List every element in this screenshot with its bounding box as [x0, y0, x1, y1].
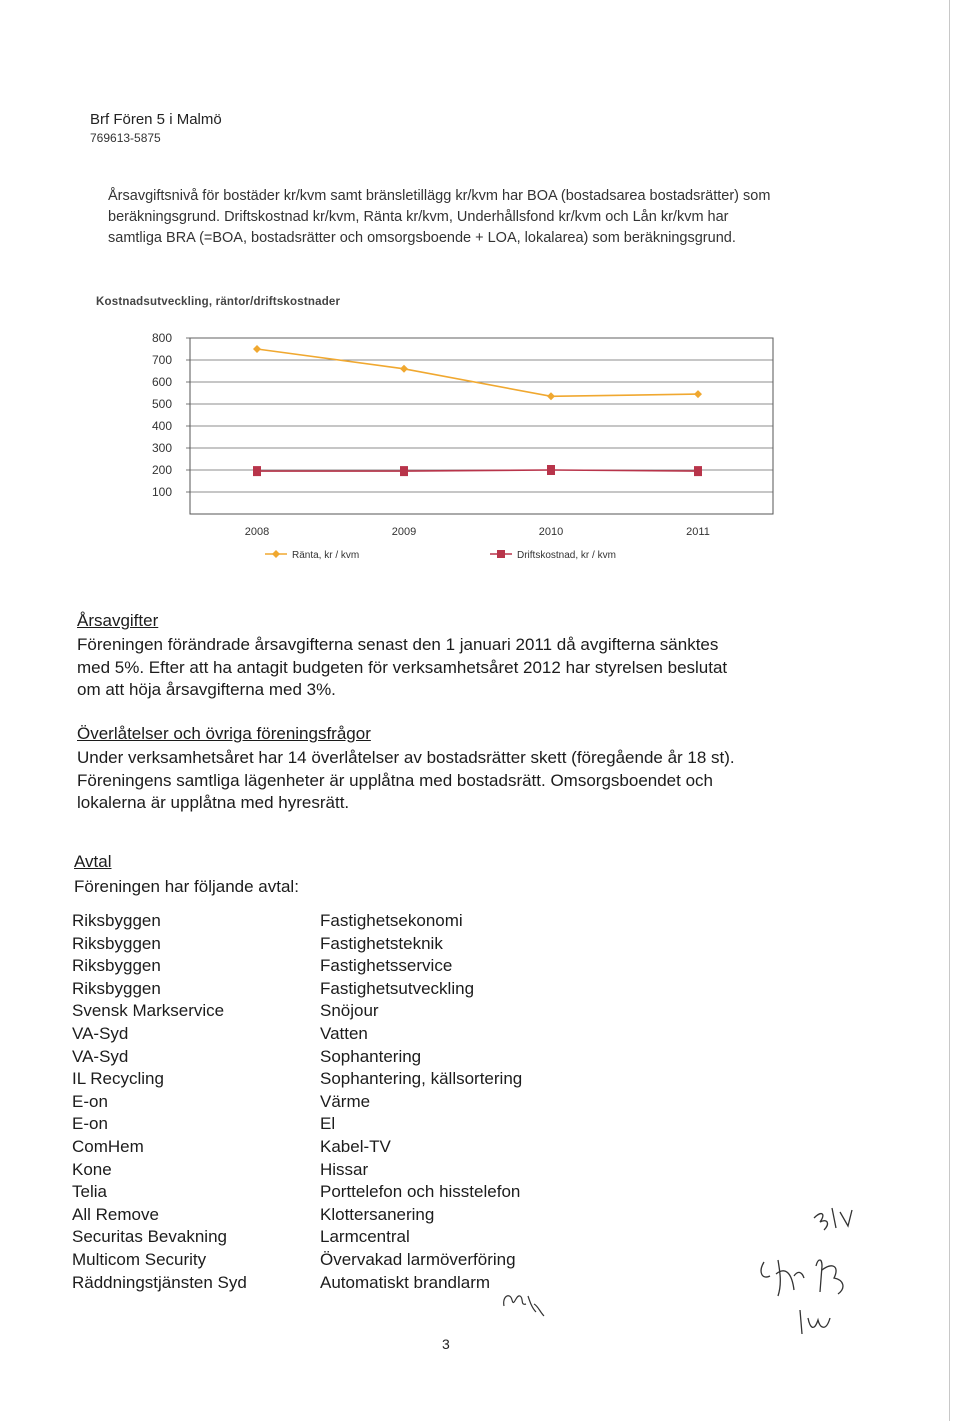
- contract-provider: Svensk Markservice: [72, 1001, 225, 1021]
- intro-paragraph: [108, 186, 828, 249]
- legend-marker: [497, 550, 505, 558]
- org-name: Brf Fören 5 i Malmö: [90, 111, 222, 128]
- contract-provider: E-on: [72, 1114, 108, 1134]
- contract-provider: Telia: [72, 1182, 107, 1202]
- contract-service: Kabel-TV: [320, 1136, 391, 1156]
- contract-provider: Kone: [72, 1159, 112, 1179]
- intro-line: beräkningsgrund. Driftskostnad kr/kvm, Ränta kr/kvm, Underhållsfond kr/kvm och Lån kr/kvm har: [108, 209, 729, 225]
- y-tick-label: 100: [151, 485, 172, 499]
- intro-line: samtliga BRA (=BOA, bostadsrätter och omsorgsboende + LOA, lokalarea) som beräkningsgrund.: [108, 230, 736, 246]
- contract-provider: IL Recycling: [72, 1069, 164, 1089]
- contract-service: Sophantering, källsortering: [320, 1069, 523, 1089]
- contract-service: Larmcentral: [320, 1227, 410, 1247]
- contract-service: Hissar: [320, 1159, 369, 1179]
- legend-label: Ränta, kr / kvm: [292, 550, 360, 561]
- contract-provider: Securitas Bevakning: [72, 1227, 227, 1247]
- legend-marker: [272, 550, 280, 558]
- contract-provider: Riksbyggen: [72, 933, 161, 953]
- handwritten-signatures: [752, 1200, 882, 1345]
- section-heading-avtal: Avtal: [74, 852, 112, 871]
- x-tick-label: 2008: [244, 526, 270, 538]
- paragraph-line: Föreningens samtliga lägenheter är upplåtna med bostadsrätt. Omsorgsboendet och: [77, 770, 713, 790]
- contract-provider: VA-Syd: [72, 1023, 129, 1043]
- contract-provider: Riksbyggen: [72, 956, 161, 976]
- contract-provider: VA-Syd: [72, 1046, 129, 1066]
- paragraph-line: Föreningen förändrade årsavgifterna senast den 1 januari 2011 då avgifterna sänktes: [77, 635, 719, 654]
- y-tick-label: 600: [151, 375, 172, 389]
- data-point: [253, 466, 261, 476]
- overlatelser-paragraph: [77, 747, 857, 815]
- contract-service: Snöjour: [320, 1001, 379, 1021]
- x-tick-label: 2011: [686, 526, 710, 538]
- contract-service: Värme: [320, 1091, 371, 1111]
- cost-development-chart: [145, 320, 795, 570]
- contract-service: Automatiskt brandlarm: [320, 1272, 491, 1292]
- y-tick-label: 400: [151, 419, 172, 433]
- paragraph-line: med 5%. Efter att ha antagit budgeten för verksamhetsåret 2012 har styrelsen beslutat: [77, 657, 728, 677]
- data-point: [547, 465, 555, 475]
- data-point: [694, 466, 702, 476]
- contract-service: Fastighetsteknik: [320, 933, 443, 953]
- contract-provider: All Remove: [72, 1204, 159, 1224]
- contract-service: Fastighetsutveckling: [320, 978, 475, 998]
- y-tick-label: 200: [151, 463, 172, 477]
- handwritten-initials-1: [490, 1282, 560, 1322]
- contract-service: Fastighetsekonomi: [320, 911, 463, 930]
- contract-service: El: [320, 1114, 336, 1134]
- contract-provider: Riksbyggen: [72, 911, 161, 930]
- avtal-intro: Föreningen har följande avtal:: [74, 877, 299, 896]
- chart-title: Kostnadsutveckling, räntor/driftskostnader: [96, 296, 341, 308]
- y-tick-label: 800: [151, 331, 172, 345]
- org-number: 769613-5875: [90, 131, 161, 145]
- intro-line: Årsavgiftsnivå för bostäder kr/kvm samt bränsletillägg kr/kvm har BOA (bostadsarea bostadsrätter) som: [108, 188, 771, 204]
- contract-service: Vatten: [320, 1023, 368, 1043]
- contract-service: Sophantering: [320, 1046, 422, 1066]
- contract-provider: E-on: [72, 1091, 108, 1111]
- contract-service: Övervakad larmöverföring: [320, 1249, 516, 1269]
- y-tick-label: 300: [151, 441, 172, 455]
- arsavgifter-paragraph: [77, 634, 857, 702]
- contract-provider: Riksbyggen: [72, 978, 161, 998]
- section-heading-arsavgifter: Årsavgifter: [77, 611, 159, 630]
- section-heading-overlatelser: Överlåtelser och övriga föreningsfrågor: [77, 724, 371, 743]
- scan-edge-line: [949, 0, 950, 1421]
- paragraph-line: Under verksamhetsåret har 14 överlåtelser av bostadsrätter skett (föregående år 18 st).: [77, 748, 735, 767]
- legend-label: Driftskostnad, kr / kvm: [517, 550, 616, 561]
- x-tick-label: 2009: [391, 526, 417, 538]
- y-tick-label: 500: [151, 397, 172, 411]
- contract-provider: Multicom Security: [72, 1249, 207, 1269]
- data-point: [400, 466, 408, 476]
- contract-service: Fastighetsservice: [320, 956, 453, 976]
- x-tick-label: 2010: [538, 526, 564, 538]
- contract-service: Porttelefon och hisstelefon: [320, 1182, 521, 1202]
- y-tick-label: 700: [151, 353, 172, 367]
- page-number: 3: [442, 1336, 450, 1352]
- paragraph-line: lokalerna är upplåtna med hyresrätt.: [77, 793, 350, 813]
- paragraph-line: om att höja årsavgifterna med 3%.: [77, 680, 336, 700]
- contract-provider: ComHem: [72, 1136, 144, 1156]
- contract-service: Klottersanering: [320, 1204, 435, 1224]
- contract-provider: Räddningstjänsten Syd: [72, 1272, 247, 1292]
